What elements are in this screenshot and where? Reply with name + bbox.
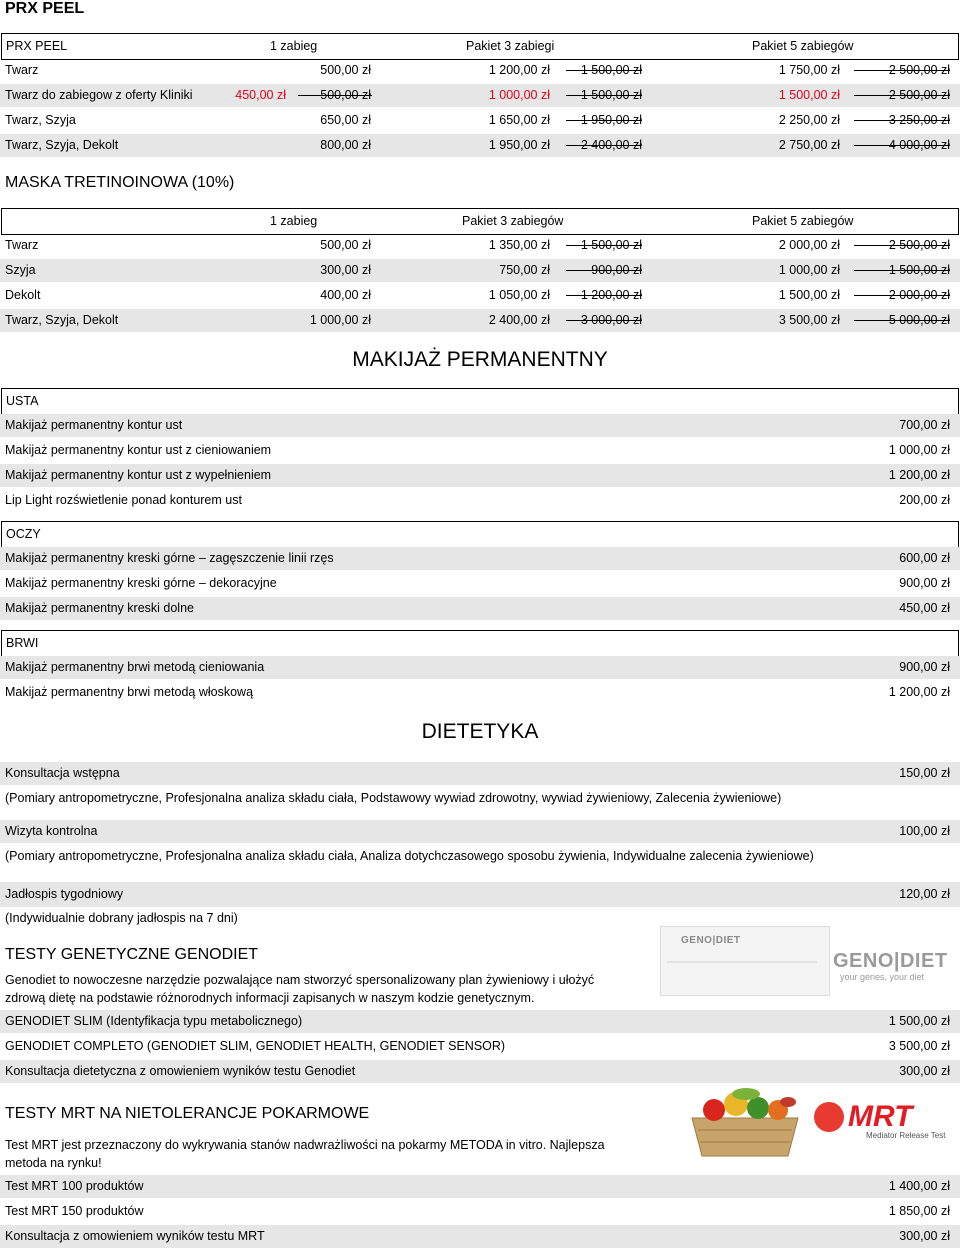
mrt-item-price: 300,00 zł: [899, 1229, 950, 1243]
prx-row-p5: 2 750,00 zł: [778, 138, 840, 152]
prx-row-name: Twarz do zabiegow z oferty Kliniki: [5, 88, 193, 102]
prx-row-p3-old: 1 950,00 zł: [580, 113, 642, 127]
prx-row-p3: 1 950,00 zł: [488, 138, 550, 152]
usta-header: [1, 388, 959, 415]
genodiet-item-price: 300,00 zł: [899, 1064, 950, 1078]
maska-row-p5: 1 500,00 zł: [778, 288, 840, 302]
oczy-item-price: 600,00 zł: [899, 551, 950, 565]
diet-item-price: 100,00 zł: [899, 824, 950, 838]
maska-header-1: 1 zabieg: [270, 214, 318, 228]
genodiet-box-logo: GENO|DIET: [681, 935, 741, 946]
maska-row-name: Dekolt: [5, 288, 41, 302]
oczy-item-price: 900,00 zł: [899, 576, 950, 590]
maska-row: [0, 259, 960, 282]
genodiet-item-name: GENODIET COMPLETO (GENODIET SLIM, GENODIET HEALTH, GENODIET SENSOR): [5, 1039, 506, 1053]
usta-item-name: Makijaż permanentny kontur ust z wypełnieniem: [5, 468, 272, 482]
brwi-item-name: Makijaż permanentny brwi metodą włoskową: [5, 685, 254, 699]
oczy-item-name: Makijaż permanentny kreski dolne: [5, 601, 194, 615]
maska-row-p5: 3 500,00 zł: [778, 313, 840, 327]
brwi-item: [0, 681, 960, 704]
maska-row-p3: 750,00 zł: [499, 263, 550, 277]
diet-item-name: Konsultacja wstępna: [5, 766, 120, 780]
maska-row-single: 1 000,00 zł: [309, 313, 371, 327]
prx-row-single: 500,00 zł: [320, 88, 371, 102]
maska-row-p3-old: 1 200,00 zł: [580, 288, 642, 302]
usta-title: USTA: [6, 394, 39, 408]
prx-row-name: Twarz, Szyja, Dekolt: [5, 138, 119, 152]
prx-header-1: 1 zabieg: [270, 39, 318, 53]
prx-header-row: [1, 33, 959, 60]
prx-row-p5: 1 500,00 zł: [778, 88, 840, 102]
mrt-item-price: 1 400,00 zł: [888, 1179, 950, 1193]
mrt-description: [5, 1136, 605, 1172]
prx-header-p5: Pakiet 5 zabiegów: [752, 39, 854, 53]
genodiet-desc-line2: zdrową dietę na podstawie różnorodnych informacji zapisanych w naszym kodzie genetycznym.: [5, 991, 535, 1005]
prx-row-special-price: 450,00 zł: [235, 88, 286, 102]
diet-item-note: (Indywidualnie dobrany jadłospis na 7 dni): [5, 911, 238, 925]
brwi-header: [1, 630, 959, 657]
prx-row: [0, 59, 960, 82]
diet-item-note: (Pomiary antropometryczne, Profesjonalna analiza składu ciała, Analiza dotychczasowego sposobu żywienia, Indywidualne zalecenia żywieniowe): [5, 849, 814, 863]
usta-item-price: 1 200,00 zł: [888, 468, 950, 482]
diet-item-3: [0, 882, 960, 907]
genodiet-logo: GENO|DIET: [833, 950, 948, 972]
oczy-item: [0, 597, 960, 620]
oczy-item: [0, 572, 960, 595]
maska-row-p5: 1 000,00 zł: [778, 263, 840, 277]
oczy-title: OCZY: [6, 527, 41, 541]
diet-item-2: [0, 820, 960, 843]
mrt-item-name: Konsultacja z omowieniem wyników testu MRT: [5, 1229, 265, 1243]
mrt-item: [0, 1225, 960, 1248]
maska-row-single: 300,00 zł: [320, 263, 371, 277]
prx-header-name: PRX PEEL: [6, 39, 68, 53]
oczy-item-name: Makijaż permanentny kreski górne – dekoracyjne: [5, 576, 277, 590]
maska-row: [0, 234, 960, 257]
mrt-logo: MRT: [848, 1100, 913, 1133]
mrt-item-name: Test MRT 150 produktów: [5, 1204, 144, 1218]
prx-row-name: Twarz: [5, 63, 39, 77]
prx-title: PRX PEEL: [5, 0, 85, 17]
diet-item-price: 150,00 zł: [899, 766, 950, 780]
maska-row-name: Twarz, Szyja, Dekolt: [5, 313, 119, 327]
genodiet-desc-line1: Genodiet to nowoczesne narzędzie pozwalające nam stworzyć spersonalizowany plan żywieniowy i ułożyć: [5, 973, 595, 987]
maska-row-p3-old: 900,00 zł: [591, 263, 642, 277]
genodiet-item-name: GENODIET SLIM (Identyfikacja typu metabolicznego): [5, 1014, 303, 1028]
prx-row: [0, 134, 960, 157]
usta-item-price: 200,00 zł: [899, 493, 950, 507]
maska-row-p5: 2 000,00 zł: [778, 238, 840, 252]
maska-row-p5-old: 2 000,00 zł: [888, 288, 950, 302]
dietetyka-title: DIETETYKA: [421, 720, 539, 743]
prx-row-p3-old: 2 400,00 zł: [580, 138, 642, 152]
brwi-item-name: Makijaż permanentny brwi metodą cieniowania: [5, 660, 265, 674]
mrt-item-name: Test MRT 100 produktów: [5, 1179, 144, 1193]
prx-row-p3-old: 1 500,00 zł: [580, 63, 642, 77]
brwi-item-price: 900,00 zł: [899, 660, 950, 674]
prx-row-p5: 2 250,00 zł: [778, 113, 840, 127]
usta-item: [0, 489, 960, 512]
prx-row: [0, 84, 960, 107]
diet-item-name: Wizyta kontrolna: [5, 824, 98, 838]
mrt-logo-icon: [814, 1102, 844, 1132]
prx-row-p5: 1 750,00 zł: [778, 63, 840, 77]
usta-item-name: Lip Light rozświetlenie ponad konturem ust: [5, 493, 242, 507]
prx-row-name: Twarz, Szyja: [5, 113, 76, 127]
vegetable-basket-image: [684, 1084, 806, 1158]
prx-row-p3: 1 650,00 zł: [488, 113, 550, 127]
genodiet-item-price: 3 500,00 zł: [888, 1039, 950, 1053]
diet-item-price: 120,00 zł: [899, 887, 950, 901]
maska-row-single: 400,00 zł: [320, 288, 371, 302]
usta-item-price: 1 000,00 zł: [888, 443, 950, 457]
prx-header-p3: Pakiet 3 zabiegi: [466, 39, 555, 53]
mrt-item-price: 1 850,00 zł: [888, 1204, 950, 1218]
usta-item-name: Makijaż permanentny kontur ust: [5, 418, 183, 432]
prx-row: [0, 109, 960, 132]
prx-row-single: 800,00 zł: [320, 138, 371, 152]
maska-row-p3: 1 350,00 zł: [488, 238, 550, 252]
maska-row-p3: 1 050,00 zł: [488, 288, 550, 302]
mrt-logo-subtitle: Mediator Release Test: [866, 1131, 946, 1140]
diet-item-note: (Pomiary antropometryczne, Profesjonalna analiza składu ciała, Podstawowy wywiad zdrowotny, wywiad żywieniowy, Zalecenia żywieniowe): [5, 791, 782, 805]
brwi-item: [0, 656, 960, 679]
genodiet-item: [0, 1010, 960, 1033]
genodiet-title: TESTY GENETYCZNE GENODIET: [5, 946, 259, 963]
prx-row-p3-old: 1 500,00 zł: [580, 88, 642, 102]
oczy-header: [1, 521, 959, 548]
maska-row-p5-old: 1 500,00 zł: [888, 263, 950, 277]
genodiet-logo-tagline: your genes, your diet: [840, 972, 925, 982]
maska-row-p3: 2 400,00 zł: [488, 313, 550, 327]
prx-row-p3: 1 200,00 zł: [488, 63, 550, 77]
oczy-item: [0, 547, 960, 570]
maska-row-p3-old: 1 500,00 zł: [580, 238, 642, 252]
maska-title: MASKA TRETINOINOWA (10%): [5, 174, 235, 191]
usta-item: [0, 439, 960, 462]
maska-row: [0, 309, 960, 332]
prx-row-p5-old: 2 500,00 zł: [888, 63, 950, 77]
usta-item-name: Makijaż permanentny kontur ust z cieniowaniem: [5, 443, 272, 457]
prx-row-single: 650,00 zł: [320, 113, 371, 127]
genodiet-description: [5, 971, 594, 1007]
diet-item-name: Jadłospis tygodniowy: [5, 887, 124, 901]
mrt-title: TESTY MRT NA NIETOLERANCJE POKARMOWE: [5, 1105, 370, 1122]
mrt-item: [0, 1200, 960, 1223]
prx-row-p3: 1 000,00 zł: [488, 88, 550, 102]
maska-header-row: [1, 208, 959, 235]
brwi-title: BRWI: [6, 636, 39, 650]
usta-item: [0, 414, 960, 437]
maska-row-p5-old: 5 000,00 zł: [888, 313, 950, 327]
genodiet-box-image: [660, 926, 830, 996]
genodiet-item: [0, 1060, 960, 1083]
diet-item-1: [0, 762, 960, 785]
makijaz-title: MAKIJAŻ PERMANENTNY: [352, 348, 608, 371]
usta-item-price: 700,00 zł: [899, 418, 950, 432]
oczy-item-name: Makijaż permanentny kreski górne – zagęszczenie linii rzęs: [5, 551, 334, 565]
prx-row-single: 500,00 zł: [320, 63, 371, 77]
genodiet-item: [0, 1035, 960, 1058]
maska-row-single: 500,00 zł: [320, 238, 371, 252]
maska-row-p3-old: 3 000,00 zł: [580, 313, 642, 327]
maska-header-p3: Pakiet 3 zabiegów: [462, 214, 564, 228]
mrt-desc-line2: metoda na rynku!: [5, 1156, 102, 1170]
genodiet-item-price: 1 500,00 zł: [888, 1014, 950, 1028]
prx-row-p5-old: 2 500,00 zł: [888, 88, 950, 102]
maska-header-p5: Pakiet 5 zabiegów: [752, 214, 854, 228]
oczy-item-price: 450,00 zł: [899, 601, 950, 615]
usta-item: [0, 464, 960, 487]
box-line: [667, 961, 817, 963]
maska-row: [0, 284, 960, 307]
prx-row-p5-old: 4 000,00 zł: [888, 138, 950, 152]
maska-row-name: Szyja: [5, 263, 36, 277]
brwi-item-price: 1 200,00 zł: [888, 685, 950, 699]
mrt-item: [0, 1175, 960, 1198]
genodiet-item-name: Konsultacja dietetyczna z omowieniem wyników testu Genodiet: [5, 1064, 356, 1078]
maska-row-p5-old: 2 500,00 zł: [888, 238, 950, 252]
mrt-desc-line1: Test MRT jest przeznaczony do wykrywania stanów nadwrażliwości na pokarmy METODA in vitro. Najlepsza: [5, 1138, 605, 1152]
prx-row-p5-old: 3 250,00 zł: [888, 113, 950, 127]
maska-row-name: Twarz: [5, 238, 39, 252]
